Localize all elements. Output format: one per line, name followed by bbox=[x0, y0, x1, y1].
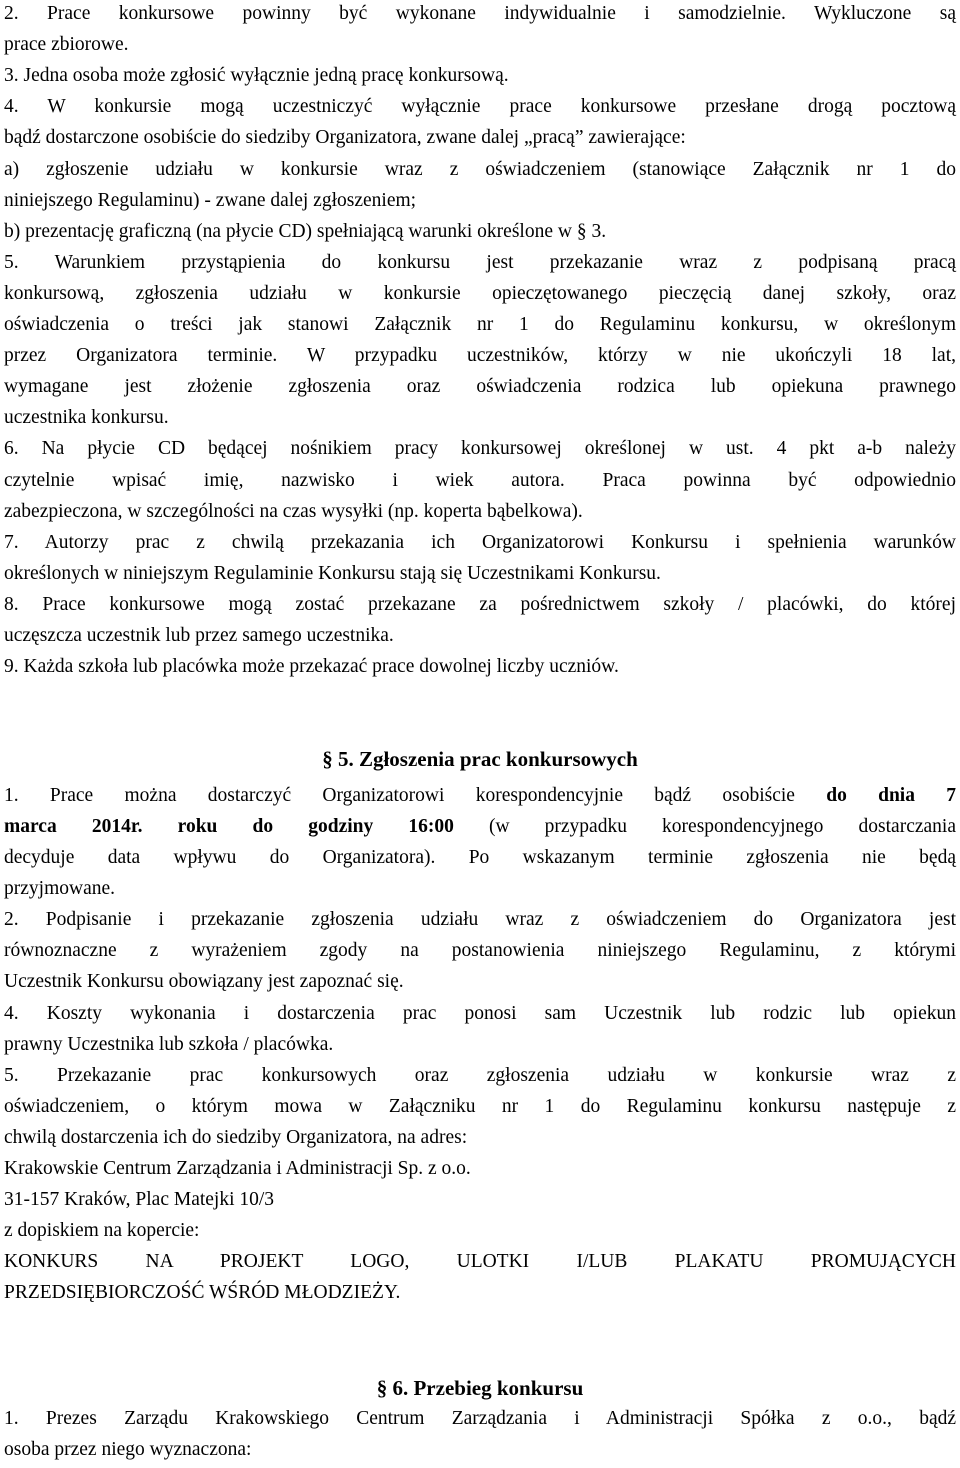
text-line: oświadczeniem, o którym mowa w Załączniku nr 1 do Regulaminu konkursu następuje z bbox=[4, 1095, 956, 1117]
text-line: wymagane jest złożenie zgłoszenia oraz oświadczenia rodzica lub opiekuna prawnego bbox=[4, 376, 956, 398]
text-line: b) prezentację graficzną (na płycie CD) spełniającą warunki określone w § 3. bbox=[4, 220, 607, 242]
text-line: zabezpieczona, w szczególności na czas wysyłki (np. koperta bąbelkowa). bbox=[4, 500, 583, 522]
text-line: z dopiskiem na kopercie: bbox=[4, 1220, 200, 1242]
text-line: 5. Warunkiem przystąpienia do konkursu jest przekazanie wraz z podpisaną pracą bbox=[4, 251, 956, 273]
text-line: KONKURS NA PROJEKT LOGO, ULOTKI I/LUB PLAKATU PROMUJĄCYCH bbox=[4, 1251, 956, 1273]
deadline-date-bold: do dnia 7 bbox=[826, 785, 957, 806]
text-line: czytelnie wpisać imię, nazwisko i wiek autora. Praca powinna być odpowiednio bbox=[4, 469, 956, 491]
text-line: 8. Prace konkursowe mogą zostać przekazane za pośrednictwem szkoły / placówki, do której bbox=[4, 593, 956, 615]
text-line: konkursową, zgłoszenia udziału w konkursie opieczętowanego pieczęcią danej szkoły, oraz bbox=[4, 282, 956, 304]
text-line: równoznaczne z wyrażeniem zgody na postanowienia niniejszego Regulaminu, z którymi bbox=[4, 940, 956, 962]
text-line: 9. Każda szkoła lub placówka może przekazać prace dowolnej liczby uczniów. bbox=[4, 656, 619, 678]
text-line: decyduje data wpływu do Organizatora). Po wskazanym terminie zgłoszenia nie będą bbox=[4, 847, 956, 868]
section-5-paragraph-1-line-1 bbox=[4, 781, 956, 812]
text-line: 1. Prezes Zarządu Krakowskiego Centrum Zarządzania i Administracji Spółka z o.o., bądź bbox=[4, 1408, 956, 1429]
text-line: Krakowskie Centrum Zarządzania i Administracji Sp. z o.o. bbox=[4, 1158, 471, 1179]
text-line: osoba przez niego wyznaczona: bbox=[4, 1439, 252, 1461]
text-line: prawny Uczestnika lub szkoła / placówka. bbox=[4, 1033, 334, 1055]
text-line: oświadczenia o treści jak stanowi Załącznik nr 1 do Regulaminu konkursu, w określonym bbox=[4, 314, 956, 335]
text-line: przez Organizatora terminie. W przypadku uczestników, którzy w nie ukończyli 18 lat, bbox=[4, 345, 956, 367]
text-line: 2. Podpisanie i przekazanie zgłoszenia udziału wraz z oświadczeniem do Organizatora jest bbox=[4, 909, 956, 931]
text-run: (w przypadku korespondencyjnego dostarczania bbox=[453, 816, 956, 837]
text-line: uczestnika konkursu. bbox=[4, 407, 169, 429]
text-line: a) zgłoszenie udziału w konkursie wraz z oświadczeniem (stanowiące Załącznik nr 1 do bbox=[4, 158, 956, 180]
section-5-paragraph-1-line-2 bbox=[4, 812, 956, 843]
text-line: 3. Jedna osoba może zgłosić wyłącznie jedną pracę konkursową. bbox=[4, 65, 509, 87]
text-line: Uczestnik Konkursu obowiązany jest zapoznać się. bbox=[4, 971, 404, 993]
text-line: PRZEDSIĘBIORCZOŚĆ WŚRÓD MŁODZIEŻY. bbox=[4, 1282, 401, 1304]
text-line: 6. Na płycie CD będącej nośnikiem pracy konkursowej określonej w ust. 4 pkt a-b należy bbox=[4, 438, 956, 460]
text-line: 2. Prace konkursowe powinny być wykonane indywidualnie i samodzielnie. Wykluczone są bbox=[4, 3, 956, 24]
text-line: 4. W konkursie mogą uczestniczyć wyłącznie prace konkursowe przesłane drogą pocztową bbox=[4, 96, 956, 118]
text-line: chwilą dostarczenia ich do siedziby Organizatora, na adres: bbox=[4, 1126, 468, 1148]
text-line: bądź dostarczone osobiście do siedziby Organizatora, zwane dalej „pracą” zawierające: bbox=[4, 127, 686, 149]
section-6-heading: § 6. Przebieg konkursu bbox=[376, 1376, 584, 1400]
text-line: 31-157 Kraków, Plac Matejki 10/3 bbox=[4, 1189, 275, 1211]
text-line: określonych w niniejszym Regulaminie Konkursu stają się Uczestnikami Konkursu. bbox=[4, 562, 661, 584]
section-5-heading: § 5. Zgłoszenia prac konkursowych bbox=[322, 747, 638, 771]
text-line: prace zbiorowe. bbox=[4, 34, 129, 56]
text-line: 4. Koszty wykonania i dostarczenia prac ponosi sam Uczestnik lub rodzic lub opiekun bbox=[4, 1002, 956, 1024]
text-line: przyjmowane. bbox=[4, 878, 116, 900]
deadline-time-bold: marca 2014r. roku do godziny 16:00 bbox=[4, 816, 454, 837]
text-line: 7. Autorzy prac z chwilą przekazania ich Organizatorowi Konkursu i spełnienia warunków bbox=[4, 531, 956, 553]
text-run: 1. Prace można dostarczyć Organizatorowi korespondencyjnie bądź osobiście bbox=[4, 785, 827, 806]
text-line: 5. Przekazanie prac konkursowych oraz zgłoszenia udziału w konkursie wraz z bbox=[4, 1064, 956, 1086]
text-line: uczęszcza uczestnik lub przez samego uczestnika. bbox=[4, 625, 394, 646]
text-line: niniejszego Regulaminu) - zwane dalej zgłoszeniem; bbox=[4, 189, 417, 211]
